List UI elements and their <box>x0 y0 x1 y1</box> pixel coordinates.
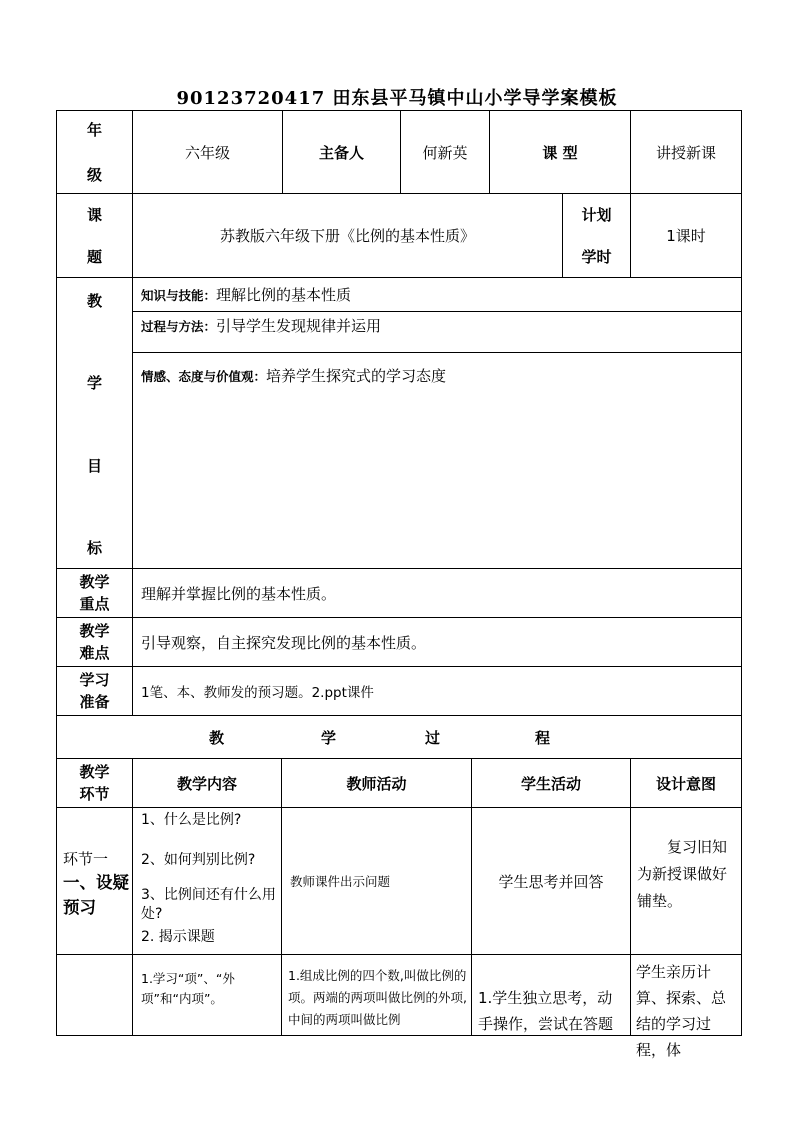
intent-cell-2 <box>630 954 742 1059</box>
difficulties-label-1: 教学 <box>79 622 110 640</box>
preparation-label-1: 学习 <box>79 671 110 689</box>
col-intent-header: 设计意图 <box>630 758 742 808</box>
stage-1-a: 环节一 <box>63 850 109 868</box>
intent-2-text: 学生亲历计算、探索、总结的学习过程，体 <box>636 963 727 1059</box>
intent-cell-1 <box>630 807 742 955</box>
stage-cell-1 <box>56 807 133 955</box>
teacher-2-text: 1.组成比例的四个数,叫做比例的项。两端的两项叫做比例的外项,中间的两项叫做比例 <box>288 968 467 1027</box>
content-1-item-4: 2. 揭示课题 <box>141 929 215 945</box>
col-teacher-header: 教师活动 <box>281 758 472 808</box>
objectives-label-4: 标 <box>86 538 102 557</box>
teacher-cell-2 <box>281 954 472 1036</box>
grade-label-2: 级 <box>86 166 102 184</box>
preparer-label: 主备人 <box>282 110 401 194</box>
topic-label-1: 课 <box>86 206 102 224</box>
preparation-label-2: 准备 <box>79 693 110 711</box>
objective-process-label: 过程与方法： <box>141 319 217 334</box>
objectives-label-3: 目 <box>86 456 102 475</box>
student-2-text: 1.学生独立思考，动手操作，尝试在答题 <box>478 989 614 1033</box>
objective-process <box>132 311 742 353</box>
objectives-label-cell <box>56 277 133 569</box>
grade-label-cell <box>56 110 133 194</box>
col-stage-header <box>56 758 133 808</box>
teacher-cell-1: 教师课件出示问题 <box>281 807 472 955</box>
type-value: 讲授新课 <box>630 110 742 194</box>
objective-knowledge-value: 理解比例的基本性质 <box>216 286 352 304</box>
content-cell-2 <box>132 954 282 1036</box>
topic-label-2: 题 <box>86 248 102 266</box>
plan-label-1: 计划 <box>581 206 612 224</box>
content-1-item-1: 1、什么是比例? <box>141 812 242 828</box>
plan-label-2: 学时 <box>581 248 612 266</box>
objective-attitude <box>132 352 742 569</box>
objective-attitude-value: 培养学生探究式的学习态度 <box>266 367 447 385</box>
col-content-header: 教学内容 <box>132 758 282 808</box>
col-stage-header-1: 教学 <box>79 763 110 781</box>
objective-knowledge <box>132 277 742 312</box>
process-heading-4: 程 <box>535 729 551 747</box>
objective-knowledge-label: 知识与技能： <box>141 288 217 303</box>
objectives-label-1: 教 <box>86 292 102 310</box>
type-label: 课 型 <box>489 110 631 194</box>
process-heading <box>56 715 742 759</box>
difficulties-value: 引导观察，自主探究发现比例的基本性质。 <box>132 617 742 667</box>
col-student-header: 学生活动 <box>471 758 631 808</box>
difficulties-label-cell <box>56 617 133 667</box>
key-points-value: 理解并掌握比例的基本性质。 <box>132 568 742 618</box>
process-heading-3: 过 <box>425 729 441 747</box>
process-heading-1: 教 <box>209 729 225 747</box>
preparation-label-cell <box>56 666 133 716</box>
objective-process-value: 引导学生发现规律并运用 <box>216 317 382 335</box>
plan-label-cell <box>562 193 631 278</box>
preparer-value: 何新英 <box>400 110 490 194</box>
difficulties-label-2: 难点 <box>79 644 110 662</box>
content-1-item-3: 3、比例间还有什么用处? <box>141 887 276 922</box>
topic-value: 苏教版六年级下册《比例的基本性质》 <box>132 193 563 278</box>
col-stage-header-2: 环节 <box>79 785 110 803</box>
grade-label-1: 年 <box>86 121 102 139</box>
stage-cell-2 <box>56 954 133 1036</box>
key-points-label-cell <box>56 568 133 618</box>
student-cell-2 <box>471 954 631 1036</box>
key-points-label-1: 教学 <box>79 573 110 591</box>
plan-value: 1课时 <box>630 193 742 278</box>
intent-1-text: 复习旧知为新授课做好铺垫。 <box>637 838 728 910</box>
process-heading-2: 学 <box>321 729 337 747</box>
content-1-item-2: 2、如何判别比例? <box>141 852 256 868</box>
objectives-label-2: 学 <box>86 374 102 393</box>
grade-value: 六年级 <box>132 110 283 194</box>
content-cell-1 <box>132 807 282 955</box>
key-points-label-2: 重点 <box>79 595 110 613</box>
preparation-value: 1笔、本、教师发的预习题。2.ppt课件 <box>132 666 742 716</box>
stage-1-b: 一、设疑预习 <box>63 873 129 917</box>
student-cell-1: 学生思考并回答 <box>471 807 631 955</box>
objective-attitude-label: 情感、态度与价值观： <box>141 369 267 384</box>
content-2-text: 1.学习“项”、“外项”和“内项”。 <box>141 971 235 1006</box>
document-title: 90123720417 田东县平马镇中山小学导学案模板 <box>176 88 618 109</box>
topic-label-cell <box>56 193 133 278</box>
